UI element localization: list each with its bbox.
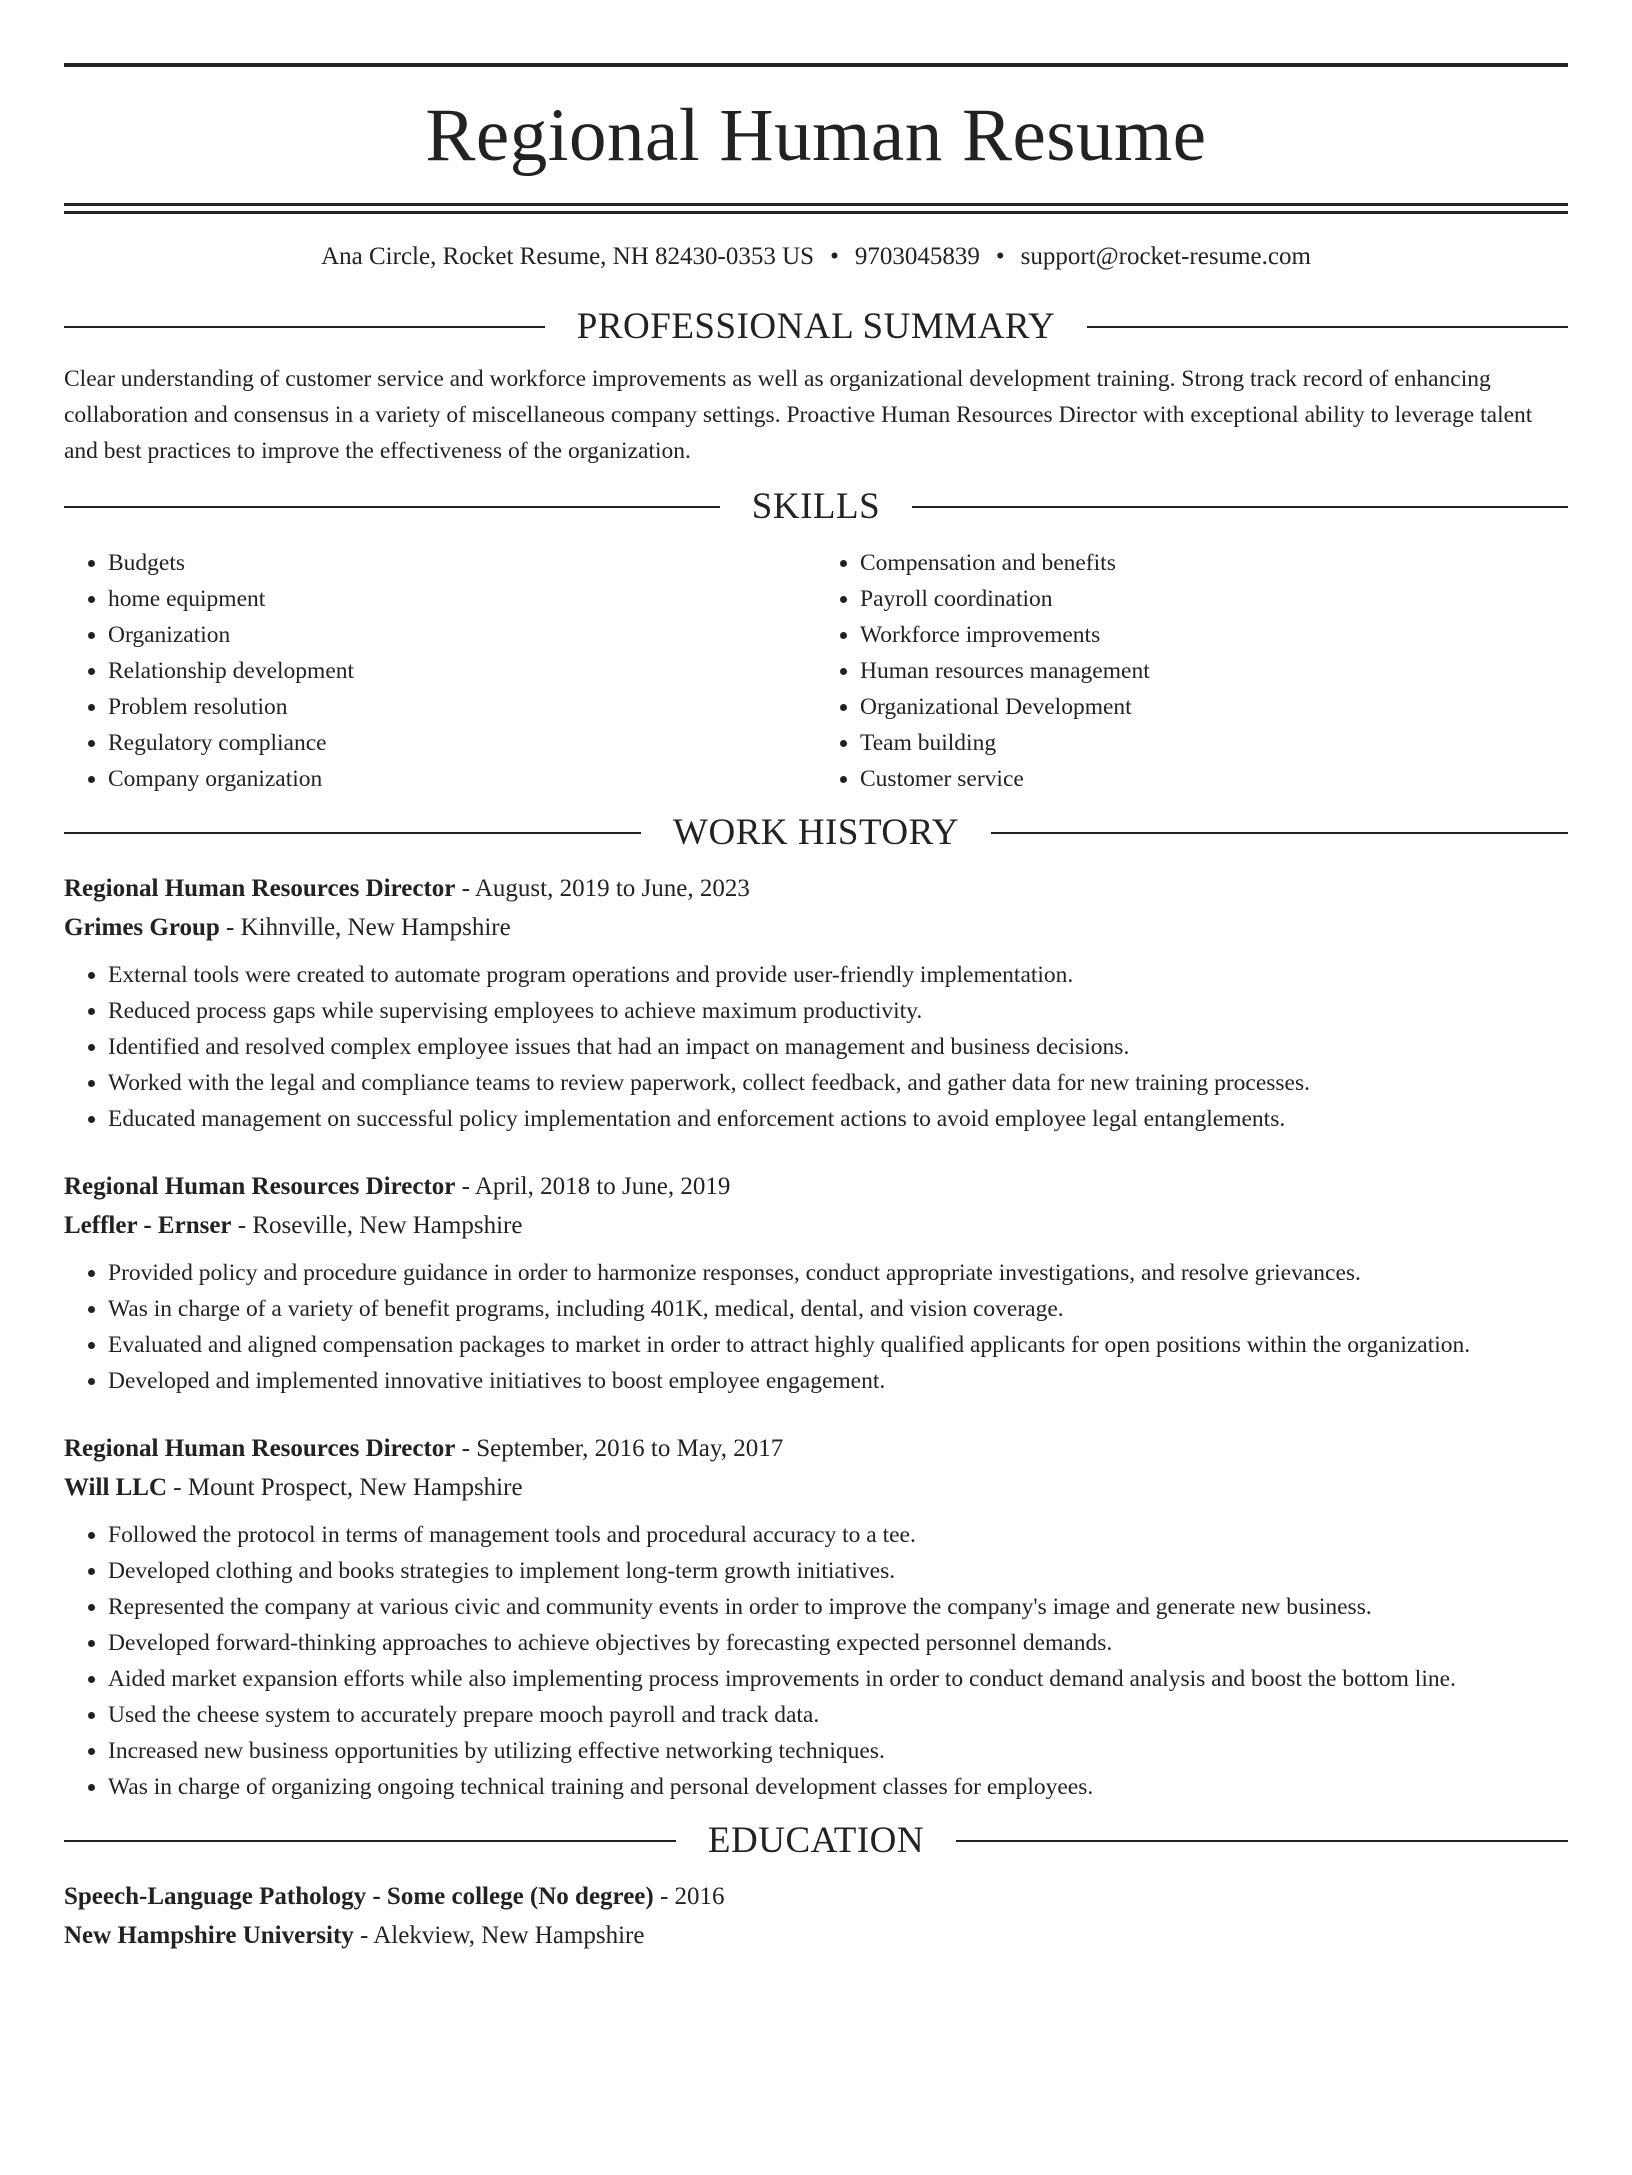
job-bullet: • Provided policy and procedure guidance in order to harmonize responses, conduct appropriate investigations, and resolve grievances. [108, 1255, 1568, 1291]
job-title-line [64, 1429, 1568, 1468]
job-bullet: • Was in charge of organizing ongoing technical training and personal development classes for employees. [108, 1769, 1568, 1805]
job-title: Regional Human Resources Director [64, 875, 456, 902]
education-school: New Hampshire University [64, 1922, 354, 1949]
section-rule [912, 506, 1568, 508]
job-bullet: • Identified and resolved complex employee issues that had an impact on management and business decisions. [108, 1029, 1568, 1065]
job-location: - Kihnville, New Hampshire [219, 914, 511, 941]
job-bullet: • Developed and implemented innovative initiatives to boost employee engagement. [108, 1363, 1568, 1399]
resume-page [0, 63, 1632, 2175]
job-dates: - September, 2016 to May, 2017 [455, 1435, 784, 1462]
contact-phone: 9703045839 [854, 243, 980, 270]
top-divider [64, 63, 1568, 67]
job-bullet: • Evaluated and aligned compensation packages to market in order to attract highly qualified applicants for open positions within the organization. [108, 1327, 1568, 1363]
skills-column-left [64, 545, 816, 797]
section-title: EDUCATION [707, 1820, 925, 1861]
job-dates: - April, 2018 to June, 2019 [455, 1173, 731, 1200]
job-bullets [64, 1255, 1568, 1399]
education-year: - 2016 [653, 1883, 725, 1910]
job-bullet: • Worked with the legal and compliance teams to review paperwork, collect feedback, and gather data for new training processes. [108, 1065, 1568, 1101]
section-header-education [64, 1819, 1568, 1863]
resume-title: Regional Human Resume [425, 94, 1207, 177]
job-bullet: • Developed clothing and books strategies to implement long-term growth initiatives. [108, 1553, 1568, 1589]
section-rule [991, 832, 1568, 834]
contact-email: support@rocket-resume.com [1020, 243, 1311, 270]
skill-item: • Team building [860, 725, 1568, 761]
skill-item: • Payroll coordination [860, 581, 1568, 617]
skills-column-right [816, 545, 1568, 797]
job-bullets [64, 1517, 1568, 1805]
title-double-divider [64, 203, 1568, 214]
section-rule [956, 1840, 1568, 1842]
job-employer: Will LLC [64, 1474, 168, 1501]
skill-item: • Regulatory compliance [108, 725, 816, 761]
skill-item: • Human resources management [860, 653, 1568, 689]
contact-separator: • [995, 243, 1005, 270]
contact-address: Ana Circle, Rocket Resume, NH 82430-0353 US [321, 243, 815, 270]
job-title-line [64, 1167, 1568, 1206]
contact-separator: • [830, 243, 839, 270]
skill-item: • Problem resolution [108, 689, 816, 725]
section-header-work [64, 811, 1568, 855]
section-rule [64, 326, 545, 328]
job-bullet: • Followed the protocol in terms of management tools and procedural accuracy to a tee. [108, 1517, 1568, 1553]
job-entry [64, 869, 1568, 1137]
education-location: - Alekview, New Hampshire [353, 1922, 645, 1949]
job-title: Regional Human Resources Director [64, 1435, 456, 1462]
education-degree-line [64, 1877, 1568, 1916]
job-employer-line [64, 908, 1568, 947]
contact-line [64, 242, 1568, 272]
job-bullet: • External tools were created to automate program operations and provide user-friendly implementation. [108, 957, 1568, 993]
skill-item: • Workforce improvements [860, 617, 1568, 653]
job-location: - Mount Prospect, New Hampshire [167, 1474, 523, 1501]
job-entry [64, 1167, 1568, 1399]
section-rule [64, 1840, 676, 1842]
job-bullet: • Reduced process gaps while supervising employees to achieve maximum productivity. [108, 993, 1568, 1029]
section-title: SKILLS [751, 486, 881, 527]
job-bullet: • Represented the company at various civic and community events in order to improve the company's image and generate new business. [108, 1589, 1568, 1625]
skills-list [64, 545, 1568, 797]
job-bullet: • Increased new business opportunities by utilizing effective networking techniques. [108, 1733, 1568, 1769]
job-location: - Roseville, New Hampshire [231, 1212, 523, 1239]
skill-item: • Organization [108, 617, 816, 653]
job-bullet: • Aided market expansion efforts while also implementing process improvements in order to conduct demand analysis and boost the bottom line. [108, 1661, 1568, 1697]
skill-item: • Compensation and benefits [860, 545, 1568, 581]
section-title: WORK HISTORY [673, 812, 959, 853]
job-employer: Grimes Group [64, 914, 220, 941]
job-employer: Leffler - Ernser [64, 1212, 232, 1239]
skill-item: • Relationship development [108, 653, 816, 689]
skill-item: • Company organization [108, 761, 816, 797]
skill-item: • Budgets [108, 545, 816, 581]
education-school-line [64, 1916, 1568, 1955]
job-bullet: • Used the cheese system to accurately prepare mooch payroll and track data. [108, 1697, 1568, 1733]
section-rule [64, 832, 641, 834]
job-bullet: • Educated management on successful policy implementation and enforcement actions to avoid employee legal entanglements. [108, 1101, 1568, 1137]
job-title-line [64, 869, 1568, 908]
job-employer-line [64, 1468, 1568, 1507]
job-bullet: • Developed forward-thinking approaches to achieve objectives by forecasting expected personnel demands. [108, 1625, 1568, 1661]
section-title: PROFESSIONAL SUMMARY [576, 306, 1056, 347]
education-degree: Speech-Language Pathology - Some college (No degree) [64, 1883, 654, 1910]
skill-item: • Customer service [860, 761, 1568, 797]
skill-item: • home equipment [108, 581, 816, 617]
job-employer-line [64, 1206, 1568, 1245]
job-bullets [64, 957, 1568, 1137]
job-dates: - August, 2019 to June, 2023 [455, 875, 750, 902]
section-rule [1087, 326, 1568, 328]
job-title: Regional Human Resources Director [64, 1173, 456, 1200]
summary-text: Clear understanding of customer service and workforce improvements as well as organizational development training. Strong track record of enhancing collaboration and consensus in a variety of miscellaneous company settings. Proactive Human Resources Director with exceptional ability to leverage talent and best practices to improve the effectiveness of the organization. [64, 366, 1533, 464]
skill-item: • Organizational Development [860, 689, 1568, 725]
job-entry [64, 1429, 1568, 1805]
job-bullet: • Was in charge of a variety of benefit programs, including 401K, medical, dental, and vision coverage. [108, 1291, 1568, 1327]
section-rule [64, 506, 720, 508]
education-entry [64, 1877, 1568, 1955]
section-header-skills [64, 485, 1568, 529]
section-header-summary [64, 305, 1568, 349]
